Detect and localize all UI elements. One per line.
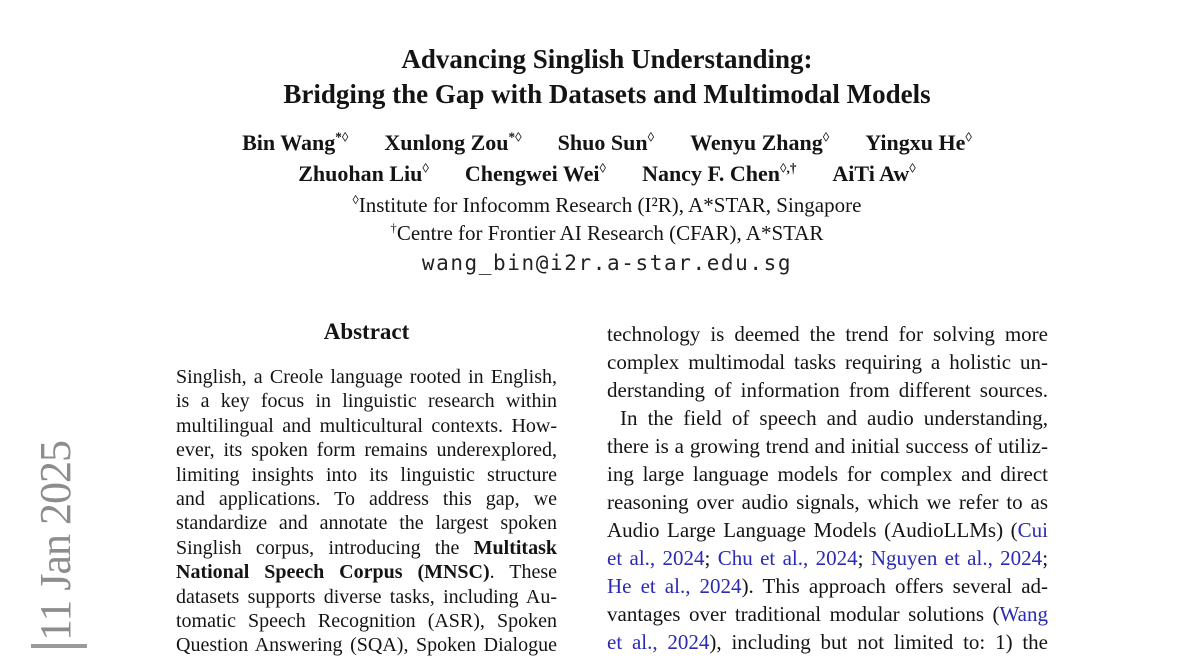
text-segment: National Speech Corpus (MNSC)	[176, 561, 490, 584]
text-line	[607, 378, 1048, 406]
author-marker: ◊	[647, 129, 655, 145]
citation-link[interactable]: et al., 2024	[607, 546, 705, 570]
author-marker: ◊	[965, 129, 972, 145]
author-marker: ◊	[822, 129, 830, 145]
text-segment: Multitask	[473, 536, 557, 559]
text-segment: ). This approach offers several ad-	[741, 574, 1049, 598]
text-line	[176, 415, 557, 439]
text-segment: ;	[1042, 546, 1049, 570]
author-marker: ◊	[909, 160, 916, 176]
author-list	[170, 127, 1044, 189]
intro-column	[607, 322, 1048, 658]
text-line	[176, 610, 557, 634]
text-segment: ;	[704, 546, 718, 570]
text-line	[607, 546, 1048, 574]
text-line	[176, 488, 557, 512]
text-segment: Question Answering (SQA), Spoken Dialogue	[176, 634, 557, 657]
citation-link[interactable]: Cui	[1017, 518, 1048, 542]
text-line	[176, 586, 557, 610]
arxiv-stamp-date: 11 Jan 2025	[31, 440, 80, 641]
text-line	[607, 630, 1048, 658]
author-marker: *◊	[508, 129, 522, 145]
affiliation-line: †Centre for Frontier AI Research (CFAR), A*STAR	[390, 221, 824, 245]
abstract-column	[176, 366, 557, 659]
text-line	[607, 490, 1048, 518]
author-marker: ◊	[599, 160, 607, 176]
text-segment: derstanding of information from different sources.	[607, 378, 1048, 402]
text-line	[607, 322, 1048, 350]
text-segment: standardize and annotate the largest spoken	[176, 512, 557, 535]
arxiv-stamp-clipped-text	[31, 644, 87, 648]
text-line	[176, 366, 557, 390]
text-line	[176, 439, 557, 463]
text-segment: Audio Large Language Models (AudioLLMs) (	[607, 518, 1018, 542]
author-name: Nancy F. Chen◊,†	[642, 160, 797, 186]
text-line	[176, 464, 557, 488]
author-row	[170, 158, 1044, 189]
citation-link[interactable]: He et al., 2024	[607, 574, 742, 598]
text-segment: technology is deemed the trend for solving more	[607, 322, 1048, 346]
text-segment: is a key focus in linguistic research within	[176, 390, 557, 413]
affiliations	[170, 191, 1044, 247]
paper-title-line-1: Advancing Singlish Understanding:	[401, 44, 813, 74]
text-line	[176, 512, 557, 536]
text-line	[607, 434, 1048, 462]
citation-link[interactable]: Nguyen et al., 2024	[870, 546, 1043, 570]
author-name: Zhuohan Liu◊	[298, 160, 429, 186]
text-line	[176, 634, 557, 658]
text-line	[176, 390, 557, 414]
text-line	[176, 537, 557, 561]
paper-title	[170, 42, 1044, 112]
text-segment: datasets supports diverse tasks, including Au-	[176, 585, 557, 608]
text-line	[607, 574, 1048, 602]
text-segment: vantages over traditional modular solutions (	[607, 602, 1000, 626]
affiliation-marker: ◊	[352, 193, 359, 207]
text-line	[607, 462, 1048, 490]
text-segment: reasoning over audio signals, which we refer to as	[607, 490, 1048, 514]
author-row	[170, 127, 1044, 158]
text-line	[607, 518, 1048, 546]
citation-link[interactable]: Chu et al., 2024	[717, 546, 858, 570]
text-segment: multilingual and multicultural contexts. How-	[176, 414, 557, 437]
paper-title-line-2: Bridging the Gap with Datasets and Multimodal Models	[283, 79, 931, 109]
author-marker: ◊	[422, 160, 429, 176]
text-segment: there is a growing trend and initial success of utiliz-	[607, 434, 1048, 458]
citation-link[interactable]: et al., 2024	[607, 630, 710, 654]
author-name: Xunlong Zou*◊	[384, 129, 522, 155]
text-line	[607, 602, 1048, 630]
text-line	[607, 350, 1048, 378]
text-segment: complex multimodal tasks requiring a holistic un-	[607, 350, 1048, 374]
text-segment: and applications. To address this gap, we	[176, 487, 557, 510]
author-name: Wenyu Zhang◊	[690, 129, 830, 155]
text-segment: . These	[489, 561, 557, 584]
author-name: Yingxu He◊	[865, 129, 972, 155]
text-line	[176, 561, 557, 585]
contact-email: wang_bin@i2r.a-star.edu.sg	[421, 251, 793, 275]
text-segment: Singlish corpus, introducing the	[176, 536, 474, 559]
text-segment: In the field of speech and audio understanding,	[620, 406, 1048, 430]
text-segment: limiting insights into its linguistic structure	[176, 463, 557, 486]
author-marker: *◊	[335, 129, 349, 145]
text-segment: ever, its spoken form remains underexplored,	[176, 439, 557, 462]
affiliation-marker: †	[390, 221, 397, 235]
author-name: Shuo Sun◊	[557, 129, 655, 155]
text-line	[607, 406, 1048, 434]
text-segment: Singlish, a Creole language rooted in English,	[176, 366, 557, 388]
affiliation-line: ◊Institute for Infocomm Research (I²R), A*STAR, Singapore	[352, 193, 862, 217]
citation-link[interactable]: Wang	[999, 602, 1048, 626]
author-marker: ◊,†	[780, 160, 797, 176]
author-name: Bin Wang*◊	[242, 129, 349, 155]
text-segment: ;	[857, 546, 871, 570]
text-segment: tomatic Speech Recognition (ASR), Spoken	[176, 609, 557, 632]
text-segment: ), including but not limited to: 1) the	[709, 630, 1049, 654]
abstract-heading: Abstract	[323, 319, 410, 344]
author-name: AiTi Aw◊	[832, 160, 916, 186]
text-segment: ing large language models for complex and direct	[607, 462, 1048, 486]
author-name: Chengwei Wei◊	[464, 160, 607, 186]
